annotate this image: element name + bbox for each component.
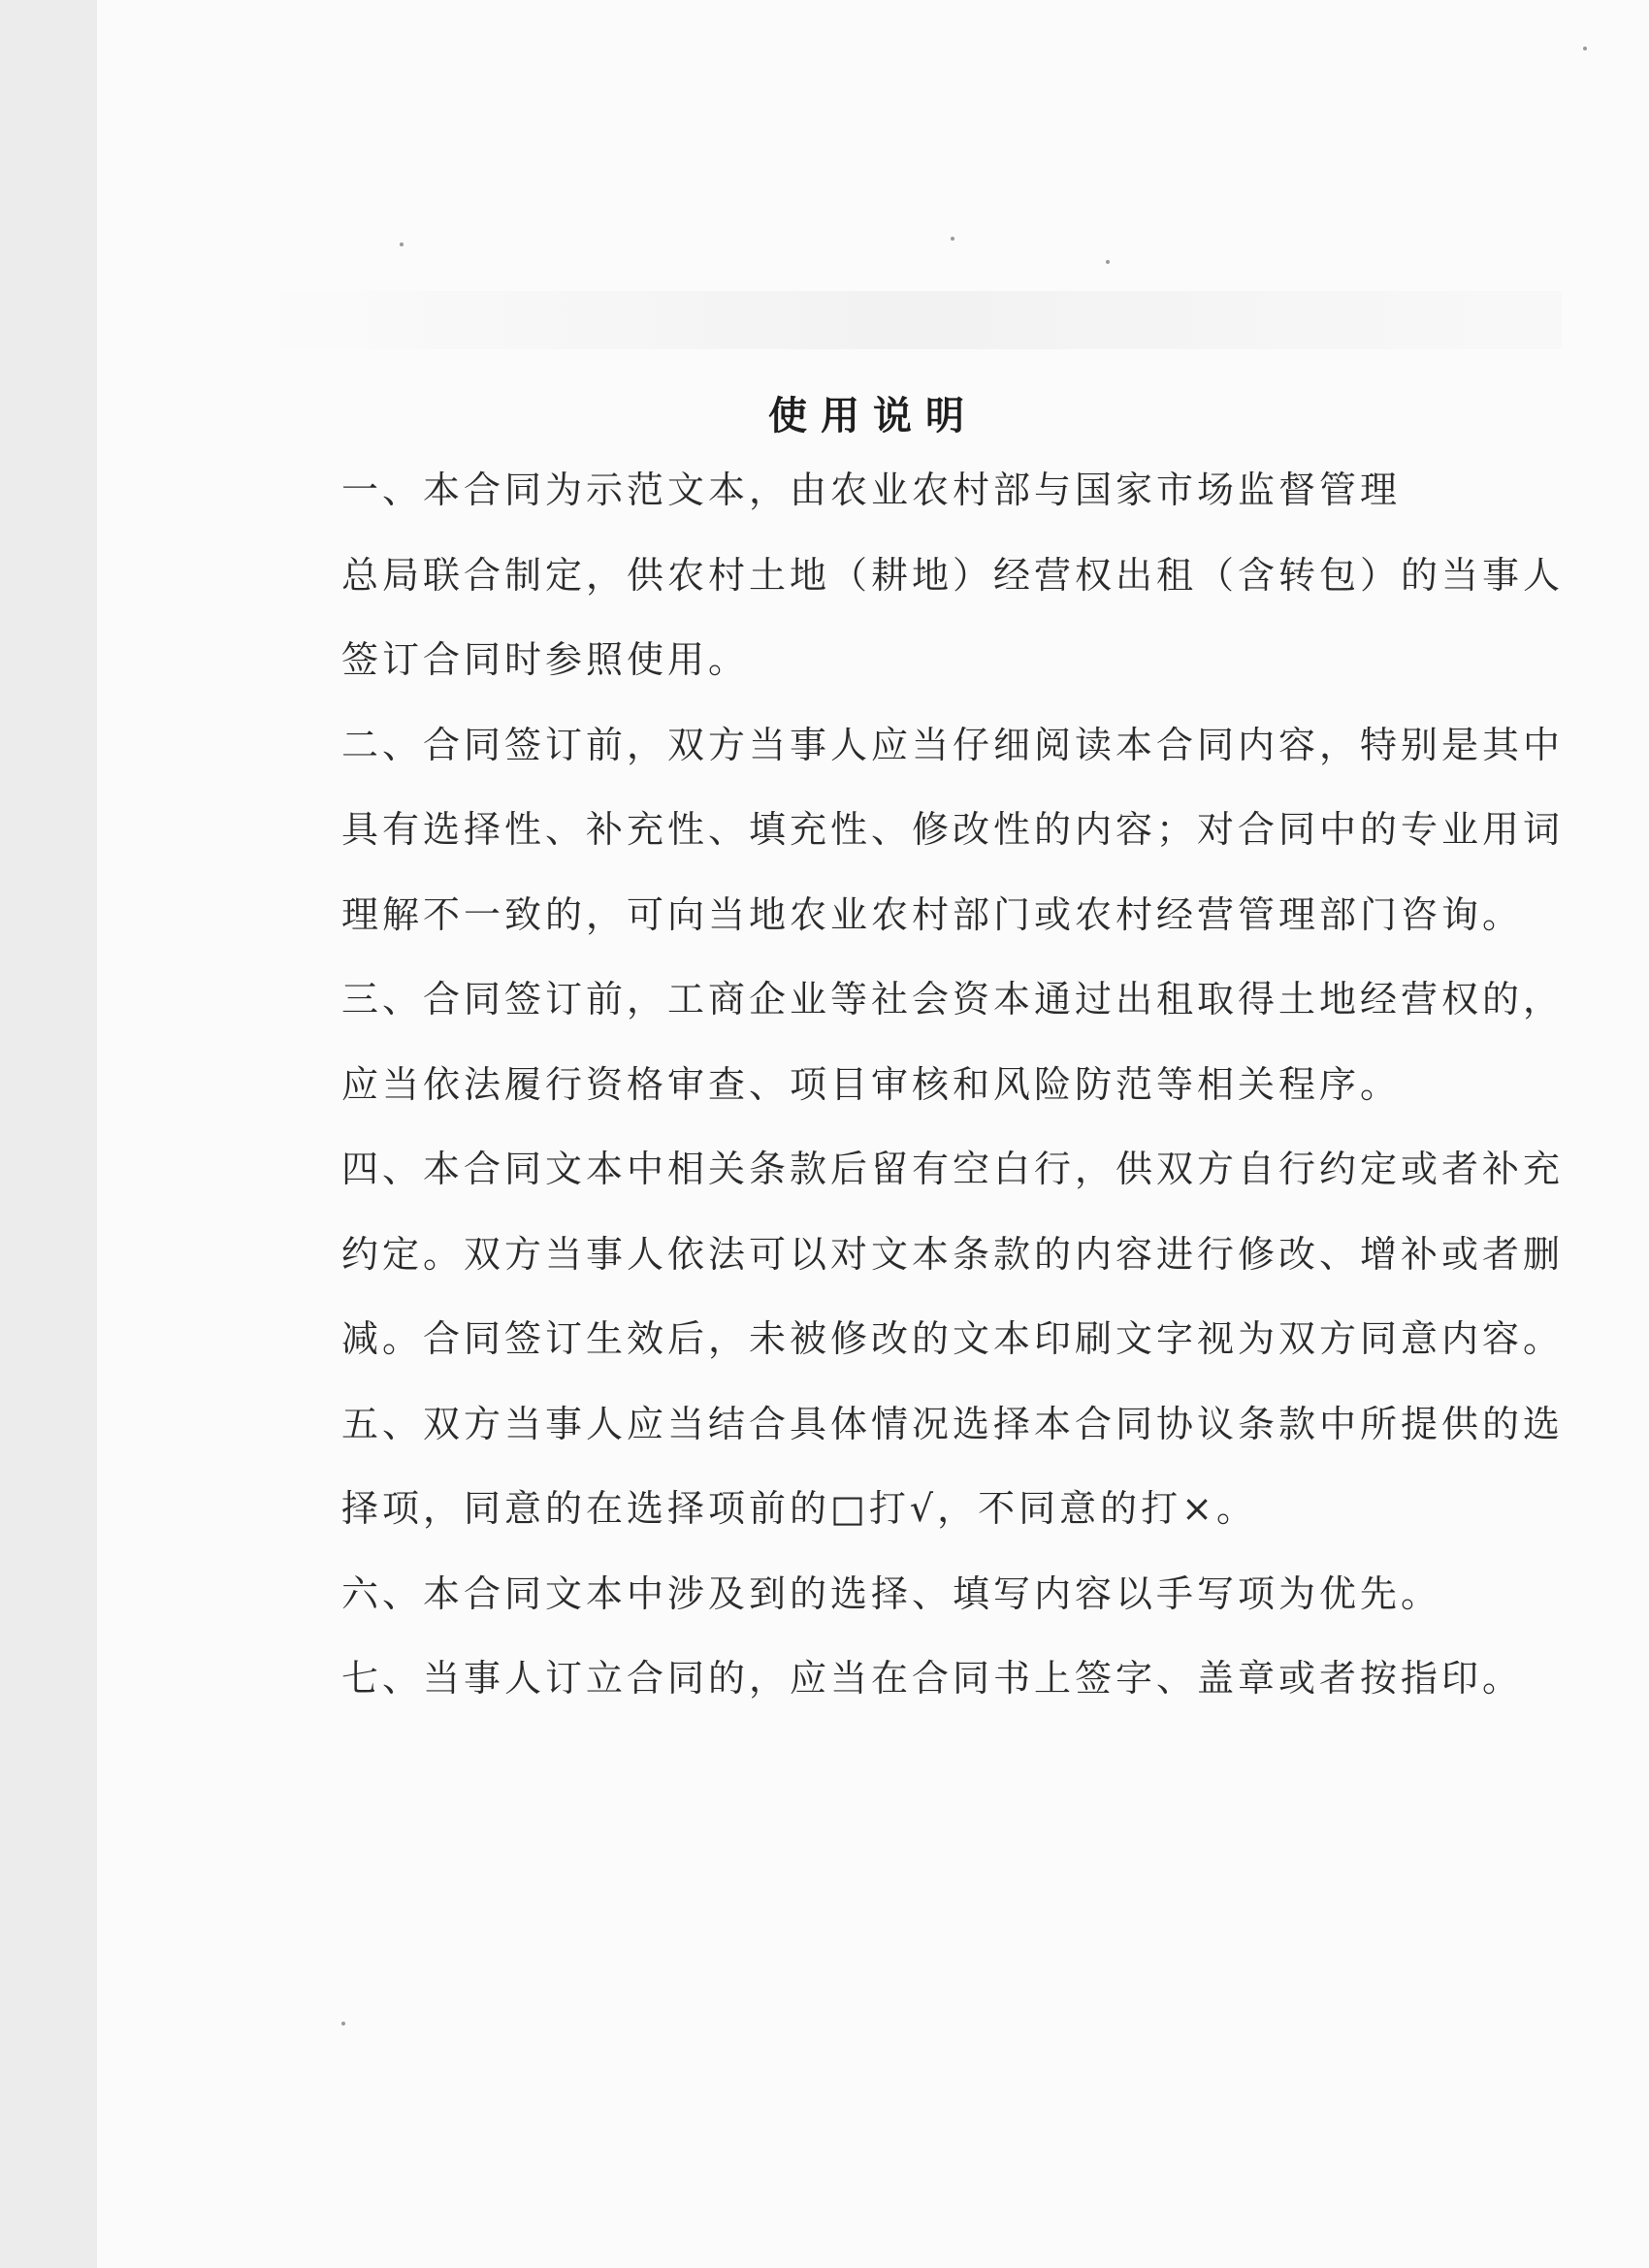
instruction-item: 七、当事人订立合同的，应当在合同书上签字、盖章或者按指印。 [341, 1657, 1524, 1700]
instruction-item: 四、本合同文本中相关条款后留有空白行，供双方自行约定或者补充约定。双方当事人依法可以对文本条款的内容进行修改、增补或者删减。合同签订生效后，未被修改的文本印刷文字视为双方同意内容。 [341, 1148, 1565, 1360]
instructions-body [341, 448, 1573, 1722]
instruction-item: 一、本合同为示范文本，由农业农村部与国家市场监督管理 总局联合制定，供农村土地（耕地）经营权出租（含转包）的当事人签订合同时参照使用。 [341, 469, 1565, 681]
scan-speck [341, 2022, 345, 2025]
instruction-item: 五、双方当事人应当结合具体情况选择本合同协议条款中所提供的选择项，同意的在选择项前的□打√，不同意的打×。 [341, 1402, 1565, 1530]
page-title: 使用说明 [768, 393, 978, 438]
scan-shadow [252, 291, 1562, 349]
instruction-item: 三、合同签订前，工商企业等社会资本通过出租取得土地经营权的，应当依法履行资格审查、项目审核和风险防范等相关程序。 [341, 978, 1565, 1106]
scan-speck [1106, 260, 1110, 264]
instruction-item: 二、合同签订前，双方当事人应当仔细阅读本合同内容，特别是其中具有选择性、补充性、填充性、修改性的内容；对合同中的专业用词理解不一致的，可向当地农业农村部门或农村经营管理部门咨询。 [341, 723, 1565, 936]
instruction-item: 六、本合同文本中涉及到的选择、填写内容以手写项为优先。 [341, 1571, 1442, 1615]
document-page [97, 0, 1649, 2268]
scan-speck [1583, 47, 1587, 50]
scan-speck [400, 243, 404, 246]
scan-speck [951, 237, 954, 241]
